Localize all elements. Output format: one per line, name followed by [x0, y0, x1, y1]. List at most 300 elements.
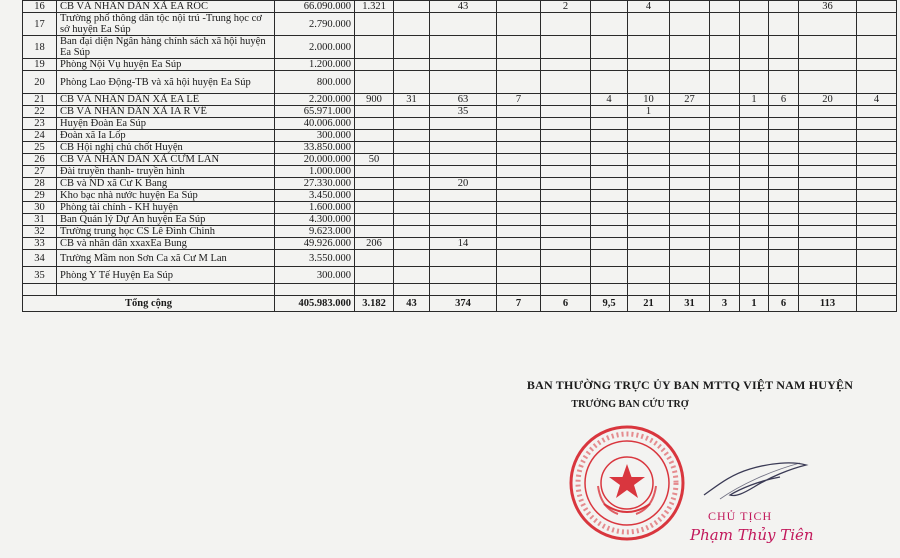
quantity-cell: 27: [670, 94, 710, 106]
quantity-cell: [670, 202, 710, 214]
quantity-cell: [541, 190, 591, 202]
unit-name: Kho bạc nhà nước huyện Ea Súp: [57, 190, 275, 202]
table-row: [23, 250, 897, 267]
quantity-cell: [799, 154, 857, 166]
quantity-cell: 4: [591, 94, 628, 106]
quantity-cell: [628, 59, 670, 71]
quantity-cell: [497, 166, 541, 178]
quantity-cell: [857, 202, 897, 214]
unit-name: CB VÀ NHÂN DÂN XÃ EA LÊ: [57, 94, 275, 106]
total-row: [23, 296, 897, 312]
quantity-cell: [740, 238, 769, 250]
quantity-cell: [628, 250, 670, 267]
quantity-cell: [740, 267, 769, 284]
quantity-cell: [541, 94, 591, 106]
amount-cell: 1.200.000: [275, 59, 355, 71]
quantity-cell: [541, 214, 591, 226]
quantity-cell: [740, 154, 769, 166]
quantity-cell: [591, 59, 628, 71]
quantity-cell: [541, 267, 591, 284]
unit-name: Trường phổ thông dân tộc nội trú -Trung học cơ sở huyện Ea Súp: [57, 13, 275, 36]
quantity-cell: [769, 36, 799, 59]
quantity-cell: [591, 13, 628, 36]
quantity-cell: [740, 214, 769, 226]
quantity-cell: [355, 214, 394, 226]
quantity-cell: [355, 166, 394, 178]
quantity-cell: [857, 154, 897, 166]
quantity-cell: [857, 118, 897, 130]
quantity-cell: [394, 13, 430, 36]
quantity-cell: [670, 190, 710, 202]
quantity-cell: [355, 178, 394, 190]
quantity-cell: [670, 36, 710, 59]
total-quantity: [857, 296, 897, 312]
row-number: 28: [23, 178, 57, 190]
handwritten-signature-icon: [700, 455, 810, 505]
quantity-cell: [394, 1, 430, 13]
table-row: [23, 178, 897, 190]
quantity-cell: [497, 226, 541, 238]
quantity-cell: [710, 238, 740, 250]
total-quantity: 374: [430, 296, 497, 312]
amount-cell: 40.006.000: [275, 118, 355, 130]
unit-name: Đoàn xã Ia Lốp: [57, 130, 275, 142]
quantity-cell: [394, 166, 430, 178]
quantity-cell: [670, 178, 710, 190]
table-row: [23, 94, 897, 106]
row-number: 34: [23, 250, 57, 267]
quantity-cell: [591, 226, 628, 238]
quantity-cell: [430, 36, 497, 59]
unit-name: CB và nhân dân xxaxEa Bung: [57, 238, 275, 250]
quantity-cell: 36: [799, 1, 857, 13]
amount-cell: [275, 284, 355, 296]
amount-cell: 65.971.000: [275, 106, 355, 118]
table-row: [23, 118, 897, 130]
unit-name: CB và ND xã Cư K Bang: [57, 178, 275, 190]
total-quantity: 1: [740, 296, 769, 312]
quantity-cell: [628, 130, 670, 142]
amount-cell: 66.090.000: [275, 1, 355, 13]
row-number: 27: [23, 166, 57, 178]
quantity-cell: [799, 202, 857, 214]
quantity-cell: [394, 250, 430, 267]
quantity-cell: [355, 130, 394, 142]
table-row: [23, 71, 897, 94]
quantity-cell: [799, 13, 857, 36]
quantity-cell: [857, 214, 897, 226]
unit-name: CB VÀ NHÂN DÂN XÃ CƯM LAN: [57, 154, 275, 166]
quantity-cell: [670, 226, 710, 238]
quantity-cell: [430, 284, 497, 296]
amount-cell: 300.000: [275, 130, 355, 142]
unit-name: Trường Mầm non Sơn Ca xã Cư M Lan: [57, 250, 275, 267]
quantity-cell: [355, 59, 394, 71]
row-number: 31: [23, 214, 57, 226]
chairman-name: Phạm Thủy Tiên: [690, 526, 814, 544]
quantity-cell: [430, 13, 497, 36]
quantity-cell: [670, 71, 710, 94]
table-row: [23, 166, 897, 178]
quantity-cell: [355, 142, 394, 154]
quantity-cell: [857, 166, 897, 178]
unit-name: CB Hội nghị chủ chốt Huyện: [57, 142, 275, 154]
table-row: [23, 142, 897, 154]
quantity-cell: [430, 71, 497, 94]
quantity-cell: [355, 267, 394, 284]
quantity-cell: 4: [628, 1, 670, 13]
quantity-cell: [670, 238, 710, 250]
quantity-cell: [541, 250, 591, 267]
quantity-cell: [710, 130, 740, 142]
quantity-cell: [628, 13, 670, 36]
quantity-cell: [394, 238, 430, 250]
amount-cell: 49.926.000: [275, 238, 355, 250]
quantity-cell: [394, 154, 430, 166]
quantity-cell: [769, 1, 799, 13]
amount-cell: 1.000.000: [275, 166, 355, 178]
quantity-cell: 20: [430, 178, 497, 190]
unit-name: Phòng tài chính - KH huyện: [57, 202, 275, 214]
table-row: [23, 190, 897, 202]
row-number: 35: [23, 267, 57, 284]
quantity-cell: [670, 59, 710, 71]
quantity-cell: [497, 284, 541, 296]
quantity-cell: [394, 36, 430, 59]
table-row: [23, 13, 897, 36]
quantity-cell: 4: [857, 94, 897, 106]
quantity-cell: [497, 59, 541, 71]
quantity-cell: [857, 226, 897, 238]
quantity-cell: [740, 71, 769, 94]
quantity-cell: [799, 238, 857, 250]
total-quantity: 31: [670, 296, 710, 312]
total-quantity: 9,5: [591, 296, 628, 312]
amount-cell: 3.550.000: [275, 250, 355, 267]
quantity-cell: [430, 130, 497, 142]
quantity-cell: [799, 142, 857, 154]
amount-cell: 2.200.000: [275, 94, 355, 106]
quantity-cell: [799, 267, 857, 284]
quantity-cell: [710, 1, 740, 13]
quantity-cell: [541, 106, 591, 118]
quantity-cell: [710, 166, 740, 178]
row-number: 22: [23, 106, 57, 118]
quantity-cell: [769, 13, 799, 36]
quantity-cell: [799, 250, 857, 267]
quantity-cell: [769, 154, 799, 166]
table-row: [23, 106, 897, 118]
quantity-cell: [769, 59, 799, 71]
quantity-cell: [740, 130, 769, 142]
table-row: [23, 1, 897, 13]
committee-title: TRƯỞNG BAN CỨU TRỢ: [571, 399, 689, 410]
table-row: [23, 36, 897, 59]
quantity-cell: [769, 214, 799, 226]
quantity-cell: [430, 267, 497, 284]
quantity-cell: [394, 202, 430, 214]
total-quantity: 3.182: [355, 296, 394, 312]
quantity-cell: 1: [628, 106, 670, 118]
quantity-cell: [670, 284, 710, 296]
quantity-cell: [541, 118, 591, 130]
quantity-cell: 63: [430, 94, 497, 106]
quantity-cell: [394, 226, 430, 238]
quantity-cell: [497, 238, 541, 250]
quantity-cell: [628, 226, 670, 238]
quantity-cell: [769, 142, 799, 154]
quantity-cell: [591, 202, 628, 214]
quantity-cell: [710, 59, 740, 71]
row-number: 19: [23, 59, 57, 71]
quantity-cell: [591, 106, 628, 118]
quantity-cell: [710, 13, 740, 36]
quantity-cell: [628, 178, 670, 190]
quantity-cell: [740, 13, 769, 36]
quantity-cell: [857, 238, 897, 250]
quantity-cell: [355, 106, 394, 118]
unit-name: [57, 284, 275, 296]
quantity-cell: [799, 36, 857, 59]
table-row: [23, 284, 897, 296]
quantity-cell: [857, 190, 897, 202]
quantity-cell: [394, 190, 430, 202]
quantity-cell: [541, 202, 591, 214]
quantity-cell: [740, 190, 769, 202]
quantity-cell: [541, 13, 591, 36]
quantity-cell: [857, 142, 897, 154]
quantity-cell: [710, 154, 740, 166]
quantity-cell: [628, 284, 670, 296]
quantity-cell: [497, 36, 541, 59]
quantity-cell: [628, 166, 670, 178]
quantity-cell: [497, 71, 541, 94]
official-stamp-icon: [568, 424, 686, 542]
total-quantity: 6: [769, 296, 799, 312]
quantity-cell: [628, 154, 670, 166]
quantity-cell: [710, 267, 740, 284]
amount-cell: 300.000: [275, 267, 355, 284]
quantity-cell: [740, 1, 769, 13]
quantity-cell: [541, 154, 591, 166]
quantity-cell: [591, 284, 628, 296]
quantity-cell: [394, 130, 430, 142]
quantity-cell: [591, 71, 628, 94]
quantity-cell: [591, 118, 628, 130]
quantity-cell: [710, 36, 740, 59]
amount-cell: 2.000.000: [275, 36, 355, 59]
quantity-cell: [541, 226, 591, 238]
table-row: [23, 202, 897, 214]
quantity-cell: [355, 71, 394, 94]
quantity-cell: [670, 130, 710, 142]
quantity-cell: [430, 226, 497, 238]
quantity-cell: [541, 178, 591, 190]
amount-cell: 2.790.000: [275, 13, 355, 36]
quantity-cell: 43: [430, 1, 497, 13]
quantity-cell: [591, 214, 628, 226]
quantity-cell: [628, 36, 670, 59]
quantity-cell: [670, 250, 710, 267]
quantity-cell: [591, 130, 628, 142]
quantity-cell: [497, 202, 541, 214]
amount-cell: 20.000.000: [275, 154, 355, 166]
quantity-cell: [591, 36, 628, 59]
unit-name: Phòng Nội Vụ huyện Ea Súp: [57, 59, 275, 71]
quantity-cell: [591, 166, 628, 178]
quantity-cell: [394, 284, 430, 296]
quantity-cell: [541, 284, 591, 296]
quantity-cell: [740, 118, 769, 130]
quantity-cell: 10: [628, 94, 670, 106]
amount-cell: 4.300.000: [275, 214, 355, 226]
amount-cell: 3.450.000: [275, 190, 355, 202]
quantity-cell: [355, 118, 394, 130]
quantity-cell: 35: [430, 106, 497, 118]
table-row: [23, 226, 897, 238]
quantity-cell: [857, 284, 897, 296]
quantity-cell: [541, 36, 591, 59]
quantity-cell: [628, 142, 670, 154]
quantity-cell: [430, 250, 497, 267]
quantity-cell: [769, 106, 799, 118]
quantity-cell: [769, 71, 799, 94]
quantity-cell: [799, 71, 857, 94]
quantity-cell: [541, 71, 591, 94]
quantity-cell: [394, 106, 430, 118]
table-row: [23, 130, 897, 142]
quantity-cell: [541, 142, 591, 154]
relief-table: [22, 0, 897, 312]
quantity-cell: [799, 226, 857, 238]
quantity-cell: [497, 130, 541, 142]
quantity-cell: [740, 226, 769, 238]
quantity-cell: [799, 118, 857, 130]
quantity-cell: [857, 36, 897, 59]
quantity-cell: [857, 71, 897, 94]
quantity-cell: [769, 190, 799, 202]
quantity-cell: [430, 59, 497, 71]
quantity-cell: [591, 142, 628, 154]
quantity-cell: [394, 214, 430, 226]
total-quantity: 3: [710, 296, 740, 312]
row-number: 30: [23, 202, 57, 214]
quantity-cell: [769, 284, 799, 296]
quantity-cell: [769, 178, 799, 190]
row-number: 17: [23, 13, 57, 36]
row-number: 18: [23, 36, 57, 59]
quantity-cell: [710, 190, 740, 202]
quantity-cell: [799, 284, 857, 296]
quantity-cell: [670, 13, 710, 36]
quantity-cell: [497, 178, 541, 190]
quantity-cell: [710, 71, 740, 94]
quantity-cell: [628, 190, 670, 202]
quantity-cell: [628, 71, 670, 94]
quantity-cell: 1: [740, 94, 769, 106]
quantity-cell: [769, 130, 799, 142]
quantity-cell: [710, 250, 740, 267]
total-quantity: 43: [394, 296, 430, 312]
quantity-cell: [497, 214, 541, 226]
table-row: [23, 267, 897, 284]
row-number: 21: [23, 94, 57, 106]
quantity-cell: [628, 267, 670, 284]
quantity-cell: [497, 154, 541, 166]
unit-name: Phòng Lao Động-TB và xã hội huyện Ea Súp: [57, 71, 275, 94]
row-number: 26: [23, 154, 57, 166]
quantity-cell: [430, 154, 497, 166]
quantity-cell: [670, 1, 710, 13]
quantity-cell: [710, 202, 740, 214]
quantity-cell: [670, 154, 710, 166]
quantity-cell: 20: [799, 94, 857, 106]
quantity-cell: [740, 59, 769, 71]
amount-cell: 9.623.000: [275, 226, 355, 238]
quantity-cell: [430, 190, 497, 202]
amount-cell: 1.600.000: [275, 202, 355, 214]
quantity-cell: 1.321: [355, 1, 394, 13]
quantity-cell: [355, 202, 394, 214]
quantity-cell: [740, 250, 769, 267]
quantity-cell: [628, 214, 670, 226]
quantity-cell: [710, 214, 740, 226]
row-number: 16: [23, 1, 57, 13]
amount-cell: 800.000: [275, 71, 355, 94]
total-quantity: 6: [541, 296, 591, 312]
quantity-cell: [591, 250, 628, 267]
quantity-cell: [740, 178, 769, 190]
quantity-cell: [857, 130, 897, 142]
quantity-cell: 7: [497, 94, 541, 106]
quantity-cell: [857, 13, 897, 36]
quantity-cell: [497, 118, 541, 130]
quantity-cell: [769, 226, 799, 238]
quantity-cell: [740, 284, 769, 296]
row-number: 33: [23, 238, 57, 250]
quantity-cell: [591, 1, 628, 13]
quantity-cell: 14: [430, 238, 497, 250]
quantity-cell: [769, 166, 799, 178]
quantity-cell: [355, 284, 394, 296]
quantity-cell: [799, 214, 857, 226]
unit-name: CB VÀ NHÂN DÂN XÃ IA R VÊ: [57, 106, 275, 118]
row-number: [23, 284, 57, 296]
row-number: 23: [23, 118, 57, 130]
quantity-cell: [740, 202, 769, 214]
total-amount: 405.983.000: [275, 296, 355, 312]
quantity-cell: [857, 267, 897, 284]
quantity-cell: [394, 142, 430, 154]
quantity-cell: 50: [355, 154, 394, 166]
quantity-cell: [430, 214, 497, 226]
quantity-cell: [857, 1, 897, 13]
table-row: [23, 59, 897, 71]
quantity-cell: [591, 267, 628, 284]
amount-cell: 33.850.000: [275, 142, 355, 154]
quantity-cell: [497, 267, 541, 284]
quantity-cell: [670, 106, 710, 118]
quantity-cell: [430, 166, 497, 178]
quantity-cell: [769, 202, 799, 214]
total-quantity: 7: [497, 296, 541, 312]
quantity-cell: [769, 250, 799, 267]
quantity-cell: [670, 267, 710, 284]
quantity-cell: [670, 118, 710, 130]
row-number: 25: [23, 142, 57, 154]
quantity-cell: [740, 166, 769, 178]
quantity-cell: [541, 130, 591, 142]
